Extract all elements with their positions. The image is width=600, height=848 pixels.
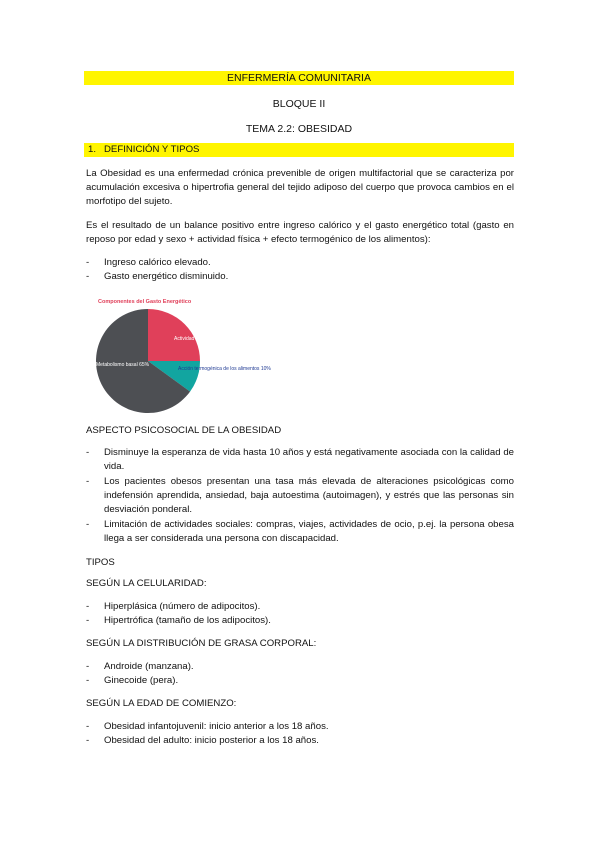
list-item: - Obesidad del adulto: inicio posterior a los 18 años. <box>86 735 319 746</box>
list-item: - Hipertrófica (tamaño de los adipocitos). <box>86 615 271 626</box>
list-item: - Hiperplásica (número de adipocitos). <box>86 601 261 612</box>
list-item: - Los pacientes obesos presentan una tasa más elevada de alteraciones psicológicas como indefensión aprendida, ansiedad, baja autoestima (autoimagen), y estrés que las personas sin desviación ponderal. <box>86 476 514 515</box>
tipos-heading: TIPOS <box>86 557 115 568</box>
block-title: BLOQUE II <box>272 98 326 110</box>
list-item: - Gasto energético disminuido. <box>86 271 229 282</box>
section-title: DEFINICIÓN Y TIPOS <box>104 144 200 155</box>
slice-label-actividad: Actividad física 25% <box>174 336 219 342</box>
distribucion-heading: SEGÚN LA DISTRIBUCIÓN DE GRASA CORPORAL: <box>86 638 317 649</box>
section-number: 1. <box>88 144 97 155</box>
definition-paragraph: La Obesidad es una enfermedad crónica prevenible de origen multifactorial que se caracteriza por acumulación excesiva o hipertrofia general del tejido adiposo del cuerpo que provoca cambios en el morfotipo del sujeto. <box>86 168 514 207</box>
topic-title: TEMA 2.2: OBESIDAD <box>245 123 353 135</box>
celularidad-heading: SEGÚN LA CELULARIDAD: <box>86 578 207 589</box>
balance-paragraph: Es el resultado de un balance positivo entre ingreso calórico y el gasto energético total (gasto en reposo por edad y sexo + actividad física + efecto termogénico de los alimentos): <box>86 220 514 245</box>
course-title: ENFERMERÍA COMUNITARIA <box>227 72 371 84</box>
list-item: - Ginecoide (pera). <box>86 675 179 686</box>
pie-slice-actividad <box>148 309 200 361</box>
slice-label-basal: Metabolismo basal 65% <box>96 362 150 368</box>
list-item: - Androide (manzana). <box>86 661 194 672</box>
slice-label-termogenica: Acción termogénica de los alimentos 10% <box>178 366 271 372</box>
list-item: - Limitación de actividades sociales: compras, viajes, actividades de ocio, p.ej. la persona obesa llega a ser considerada una persona con discapacidad. <box>86 519 514 544</box>
chart-title: Componentes del Gasto Energético <box>98 299 192 305</box>
psicosocial-heading: ASPECTO PSICOSOCIAL DE LA OBESIDAD <box>86 425 282 436</box>
edad-heading: SEGÚN LA EDAD DE COMIENZO: <box>86 698 237 709</box>
list-item: - Ingreso calórico elevado. <box>86 257 211 268</box>
energy-expenditure-pie-chart <box>86 290 271 415</box>
list-item: - Disminuye la esperanza de vida hasta 10 años y está negativamente asociada con la calidad de vida. <box>86 447 514 472</box>
list-item: - Obesidad infantojuvenil: inicio anterior a los 18 años. <box>86 721 329 732</box>
